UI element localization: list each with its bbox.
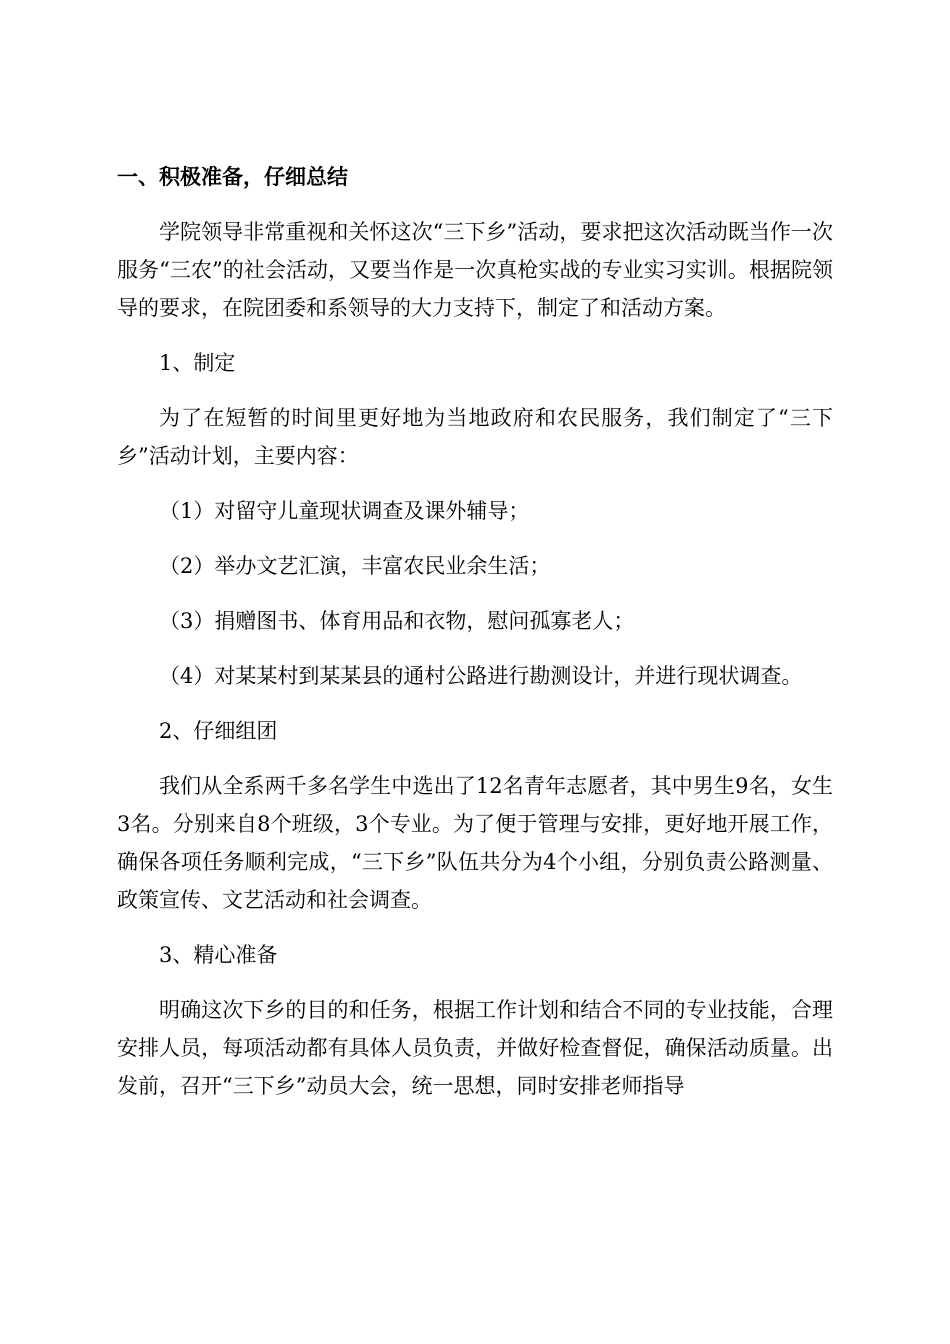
- section-heading: 一、积极准备，仔细总结: [117, 165, 348, 189]
- subsection-paragraph-1: 为了在短暂的时间里更好地为当地政府和农民服务，我们制定了“三下乡”活动计划，主要内容：: [117, 406, 833, 468]
- intro-paragraph: 学院领导非常重视和关怀这次“三下乡”活动，要求把这次活动既当作一次服务“三农”的社会活动，又要当作是一次真枪实战的专业实习实训。根据院领导的要求，在院团委和系领导的大力支持下，制定了和活动方案。: [117, 220, 833, 320]
- list-item: （1）对留守儿童现状调查及课外辅导；: [159, 499, 530, 523]
- list-item: （3）捐赠图书、体育用品和衣物，慰问孤寡老人；: [159, 609, 635, 633]
- subsection-title-2: 2、仔细组团: [159, 719, 278, 743]
- subsection-title-3: 3、精心准备: [159, 943, 278, 967]
- subsection-paragraph-2: 我们从全系两千多名学生中选出了12名青年志愿者，其中男生9名，女生3名。分别来自8个班级，3个专业。为了便于管理与安排，更好地开展工作，确保各项任务顺利完成，“三下乡”队伍共分为4个小组，分别负责公路测量、政策宣传、文艺活动和社会调查。: [117, 774, 833, 912]
- list-item: （2）举办文艺汇演，丰富农民业余生活；: [159, 554, 551, 578]
- list-item: （4）对某某村到某某县的通村公路进行勘测设计，并进行现状调查。: [159, 664, 803, 688]
- subsection-paragraph-3: 明确这次下乡的目的和任务，根据工作计划和结合不同的专业技能，合理安排人员，每项活动都有具体人员负责，并做好检查督促，确保活动质量。出发前，召开“三下乡”动员大会，统一思想，同时安排老师指导: [117, 998, 833, 1098]
- subsection-title-1: 1、制定: [159, 351, 236, 375]
- document-body: [117, 158, 833, 1122]
